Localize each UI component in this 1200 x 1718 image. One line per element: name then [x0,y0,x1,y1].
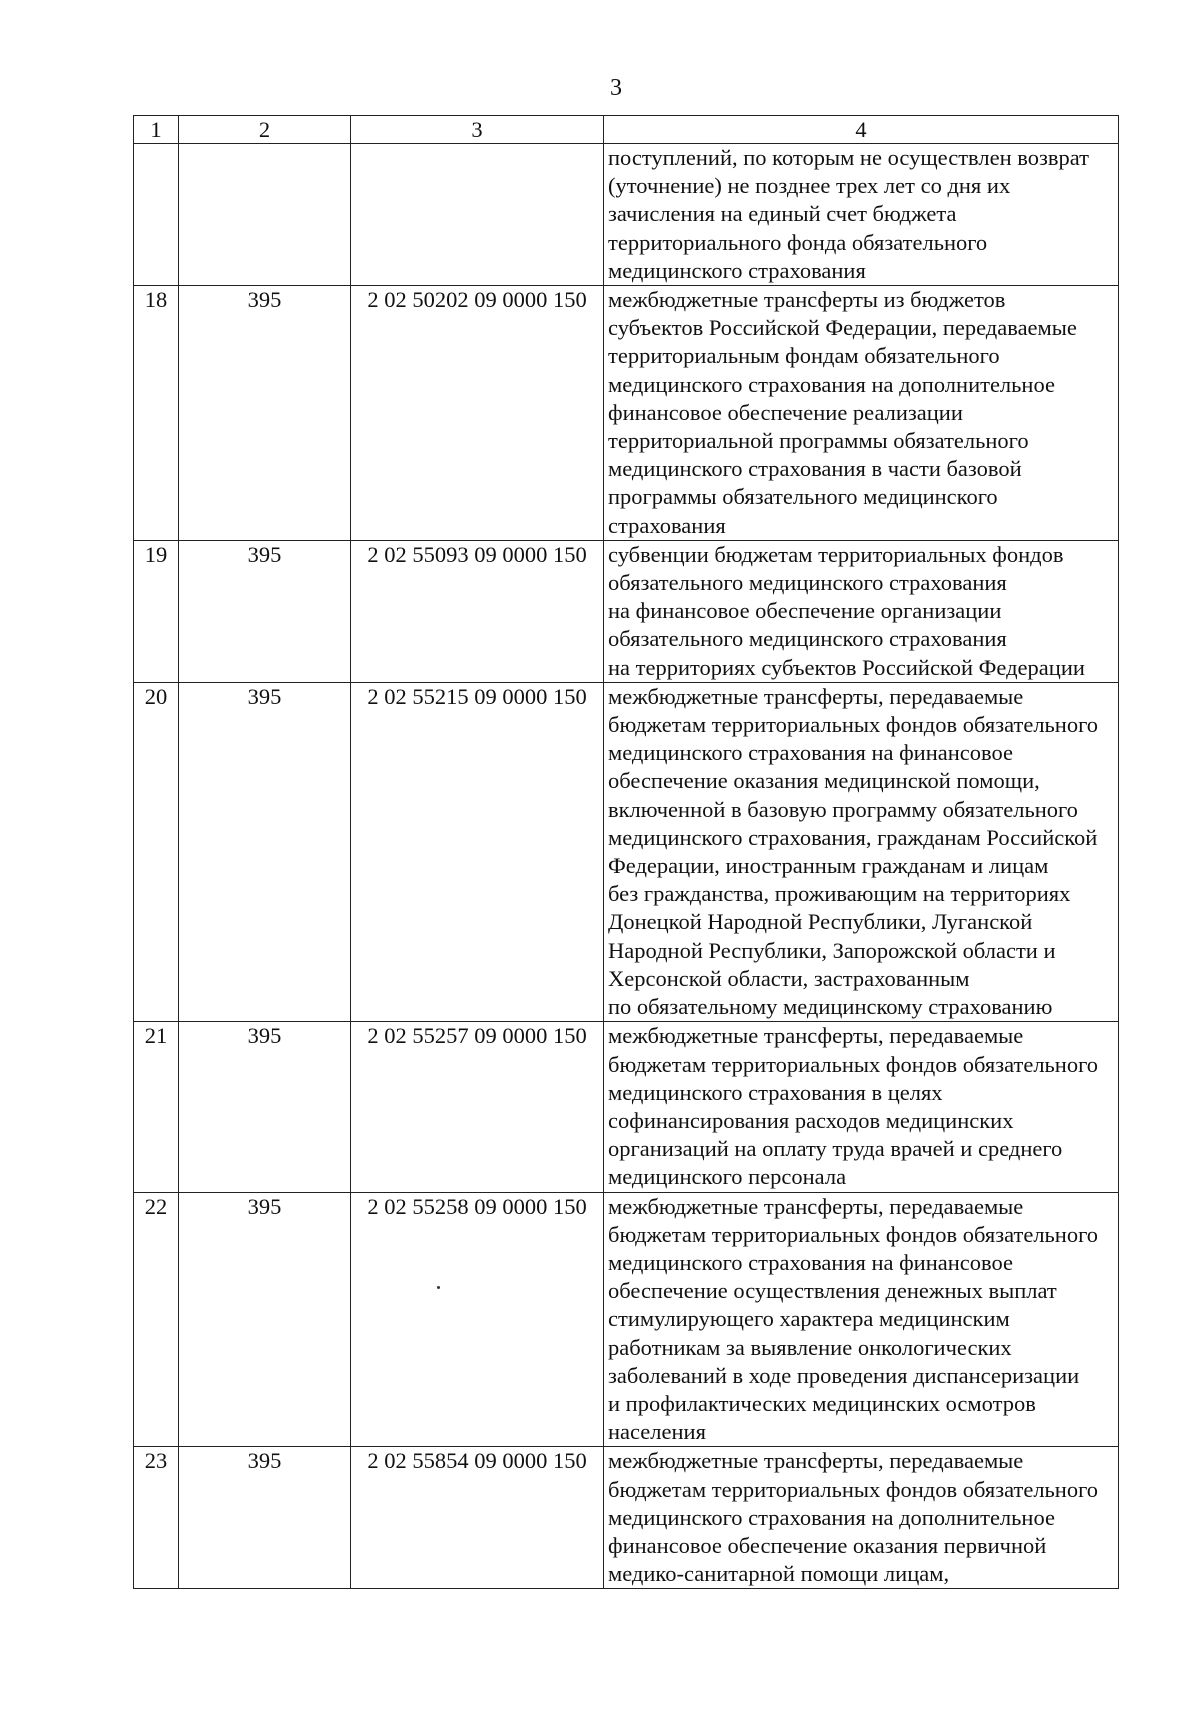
description-line: страхования [608,512,726,538]
description-line: финансовое обеспечение оказания первичной [608,1532,1047,1558]
description-cell [604,1022,1119,1192]
description-line: бюджетам территориальных фондов обязательного [608,1051,1099,1077]
description-line: медико-санитарной помощи лицам, [608,1561,950,1587]
description-line: субвенции бюджетам территориальных фондов [608,541,1064,567]
budget-classification-code-cell: 2 02 50202 09 0000 150 [351,286,604,541]
description-line: работникам за выявление онкологических [608,1334,1012,1360]
description-cell [604,540,1119,682]
description-line: медицинского страхования в целях [608,1079,943,1105]
description-line: межбюджетные трансферты, передаваемые [608,683,1024,709]
description-line: населения [608,1419,706,1445]
description-line: бюджетам территориальных фондов обязательного [608,712,1099,738]
description-line: медицинского страхования, гражданам Российской [608,824,1098,850]
scan-dot-mark [437,1286,440,1289]
description-line: межбюджетные трансферты из бюджетов [608,287,1006,313]
column-header-1: 1 [134,116,179,144]
description-line: медицинского страхования на финансовое [608,1249,1014,1275]
row-number-cell [134,144,179,286]
row-number-cell: 20 [134,682,179,1021]
description-line: заболеваний в ходе проведения диспансеризации [608,1362,1080,1388]
description-cell [604,144,1119,286]
column-header-3: 3 [351,116,604,144]
description-line: субъектов Российской Федерации, передаваемые [608,315,1077,341]
description-line: межбюджетные трансферты, передаваемые [608,1023,1024,1049]
table-row [134,682,1119,1021]
table-row [134,1192,1119,1447]
description-line: (уточнение) не позднее трех лет со дня их [608,173,1011,199]
description-cell [604,1192,1119,1447]
row-number-cell: 23 [134,1447,179,1589]
description-line: территориальной программы обязательного [608,428,1029,454]
description-line: зачисления на единый счет бюджета [608,201,957,227]
description-line: медицинского страхования [608,257,866,283]
description-line: бюджетам территориальных фондов обязательного [608,1221,1099,1247]
description-line: включенной в базовую программу обязательного [608,796,1078,822]
table-row [134,286,1119,541]
admin-code-cell: 395 [179,540,351,682]
budget-code-table [133,115,1119,1589]
admin-code-cell [179,144,351,286]
description-line: Херсонской области, застрахованным [608,965,970,991]
description-line: без гражданства, проживающим на территориях [608,881,1071,907]
description-line: организаций на оплату труда врачей и среднего [608,1136,1063,1162]
row-number-cell: 21 [134,1022,179,1192]
description-line: медицинского страхования на финансовое [608,740,1014,766]
column-header-4: 4 [604,116,1119,144]
description-line: Федерации, иностранным гражданам и лицам [608,853,1049,879]
description-line: на финансовое обеспечение организации [608,598,1002,624]
budget-classification-code-cell: 2 02 55854 09 0000 150 [351,1447,604,1589]
description-line: медицинского страхования в части базовой [608,456,1022,482]
description-line: программы обязательного медицинского [608,484,998,510]
description-line: финансовое обеспечение реализации [608,399,963,425]
budget-classification-code-cell: 2 02 55215 09 0000 150 [351,682,604,1021]
description-line: и профилактических медицинских осмотров [608,1390,1036,1416]
description-line: по обязательному медицинскому страхованию [608,994,1053,1020]
description-line: межбюджетные трансферты, передаваемые [608,1193,1024,1219]
description-line: обязательного медицинского страхования [608,626,1007,652]
description-line: бюджетам территориальных фондов обязательного [608,1476,1099,1502]
description-line: софинансирования расходов медицинских [608,1107,1014,1133]
admin-code-cell: 395 [179,682,351,1021]
row-number-cell: 22 [134,1192,179,1447]
description-line: стимулирующего характера медицинским [608,1306,1010,1332]
description-line: на территориях субъектов Российской Федерации [608,654,1085,680]
row-number-cell: 19 [134,540,179,682]
description-cell [604,682,1119,1021]
table-row [134,1447,1119,1589]
budget-classification-code-cell: 2 02 55258 09 0000 150 [351,1192,604,1447]
description-line: межбюджетные трансферты, передаваемые [608,1448,1024,1474]
description-line: медицинского страхования на дополнительное [608,371,1055,397]
admin-code-cell: 395 [179,1022,351,1192]
description-line: территориальным фондам обязательного [608,343,1000,369]
table-row [134,540,1119,682]
budget-classification-code-cell: 2 02 55093 09 0000 150 [351,540,604,682]
budget-classification-code-cell [351,144,604,286]
description-cell [604,286,1119,541]
description-line: обеспечение осуществления денежных выплат [608,1278,1057,1304]
description-line: обеспечение оказания медицинской помощи, [608,768,1040,794]
admin-code-cell: 395 [179,286,351,541]
row-number-cell: 18 [134,286,179,541]
description-line: территориального фонда обязательного [608,229,988,255]
description-line: обязательного медицинского страхования [608,570,1007,596]
table-row [134,1022,1119,1192]
description-line: медицинского персонала [608,1164,847,1190]
description-line: Донецкой Народной Республики, Луганской [608,909,1033,935]
description-line: Народной Республики, Запорожской области и [608,937,1056,963]
admin-code-cell: 395 [179,1192,351,1447]
column-header-2: 2 [179,116,351,144]
page-number: 3 [610,75,622,101]
table-row [134,144,1119,286]
admin-code-cell: 395 [179,1447,351,1589]
description-cell [604,1447,1119,1589]
description-line: медицинского страхования на дополнительное [608,1504,1055,1530]
budget-classification-code-cell: 2 02 55257 09 0000 150 [351,1022,604,1192]
description-line: поступлений, по которым не осуществлен возврат [608,145,1089,170]
table-header-row [134,116,1119,144]
